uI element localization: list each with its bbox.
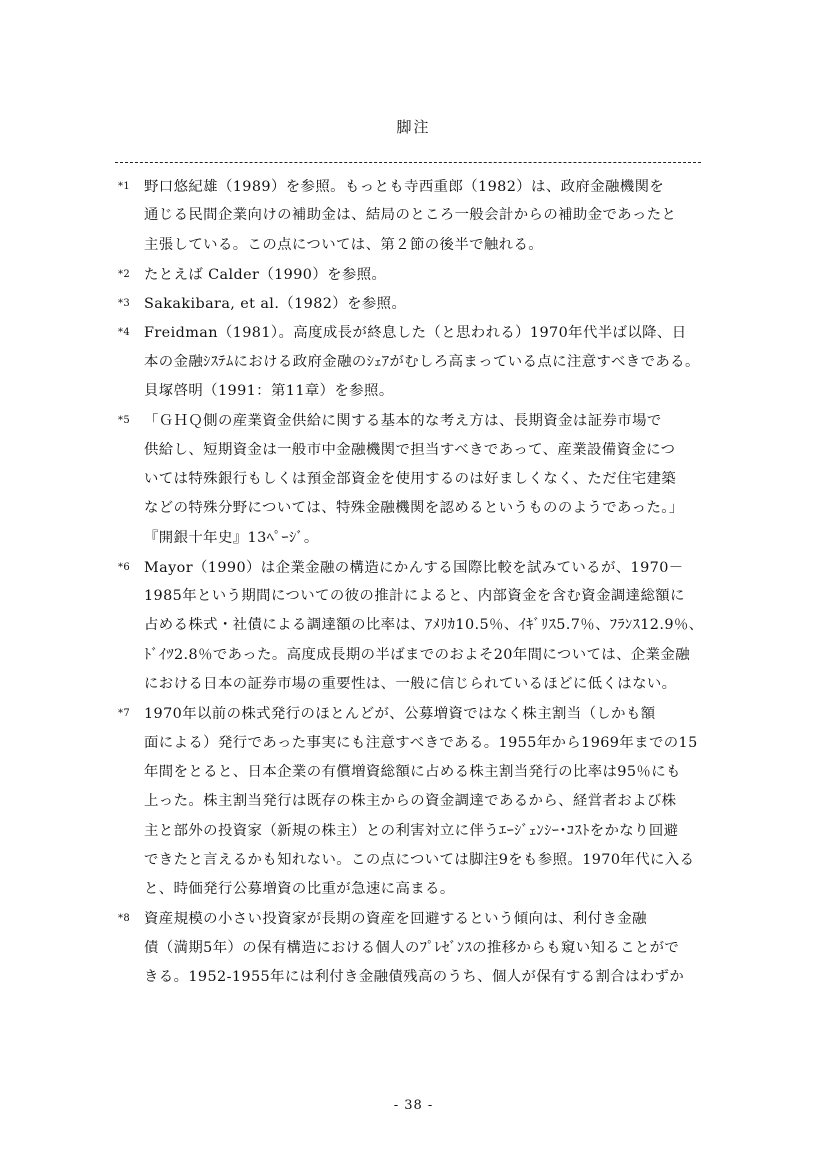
- footnote-line: [118, 377, 718, 406]
- footnote-text: Sakakibara, et al.（1982）を参照。: [144, 296, 407, 313]
- footnote-text: できたと言えるかも知れない。この点については脚注9をも参照。1970年代に入る: [144, 851, 695, 868]
- footnote-text: Freidman（1981）。高度成長が終息した（と思われる）1970年代半ば以降、日: [144, 325, 687, 342]
- footnote-text: 野口悠紀雄（1989）を参照。もっとも寺西重郎（1982）は、政府金融機関を: [144, 179, 665, 195]
- footnote-text: 「ＧＨＱ側の産業資金供給に関する基本的な考え方は、長期資金は証券市場で: [144, 413, 662, 430]
- footnote-marker: *6: [118, 561, 131, 573]
- footnote-marker: *2: [118, 268, 131, 280]
- footnote-text: 上った。株主割当発行は既存の株主からの資金調達であるから、経営者および株: [144, 793, 677, 810]
- footnote-text: などの特殊分野については、特殊金融機関を認めるというもののようであった。」: [144, 500, 684, 517]
- footnote-line: [118, 494, 718, 523]
- footnote-text: 通じる民間企業向けの補助金は、結局のところ一般会計からの補助金であったと: [144, 207, 677, 224]
- footnote-line: [118, 524, 718, 553]
- footnote-text: 年間をとると、日本企業の有償増資総額に占める株主割当発行の比率は95％にも: [144, 763, 681, 780]
- footnote-marker: *7: [118, 708, 131, 720]
- footnote-text: における日本の証券市場の重要性は、一般に信じられているほどに低くはない。: [144, 676, 677, 693]
- page-title: 脚注: [396, 118, 431, 136]
- footnote-text: 主と部外の投資家（新規の株主）との利害対立に伴うｴｰｼﾞｪﾝｼｰ･ｺｽﾄをかなり回避: [144, 822, 679, 839]
- footnote-text: きる。1952-1955年には利付き金融債残高のうち、個人が保有する割合はわずか: [144, 969, 685, 986]
- footnote-text: 占める株式・社債による調達額の比率は、ｱﾒﾘｶ10.5％、ｲｷﾞﾘｽ5.7％、ﾌﾗﾝｽ12.9％、: [144, 617, 704, 634]
- footnote-line: [118, 553, 718, 582]
- footnote-marker: *5: [118, 415, 131, 427]
- footnote-text: 債（満期5年）の保有構造における個人のﾌﾟﾚｾﾞﾝｽの推移からも窺い知ることがで: [144, 939, 680, 956]
- footnote-line: [118, 318, 718, 347]
- footnote-marker: *8: [118, 913, 131, 925]
- footnote-line: [118, 406, 718, 435]
- footnote-marker: *1: [118, 181, 131, 192]
- footnote-line: [118, 904, 718, 933]
- footnote-line: [118, 611, 718, 640]
- footnote-text: 主張している。この点については、第２節の後半で触れる。: [144, 236, 544, 253]
- footnote-line: [118, 787, 718, 816]
- footnote-line: [118, 670, 718, 699]
- footnote-text: Mayor（1990）は企業金融の構造にかんする国際比較を試みているが、1970－: [144, 559, 684, 576]
- footnote-line: [118, 758, 718, 787]
- footnote-separator-rule: [115, 162, 701, 163]
- footnote-line: [118, 817, 718, 846]
- footnote-line: [118, 641, 718, 670]
- footnote-line: [118, 260, 718, 289]
- footnote-text: 資産規模の小さい投資家が長期の資産を回避するという傾向は、利付き金融: [144, 911, 647, 928]
- footnote-text: 『開銀十年史』13ﾍﾟｰｼﾞ。: [144, 529, 319, 546]
- footnote-line: [118, 729, 718, 758]
- footnote-line: [118, 436, 718, 465]
- footnote-line: [118, 465, 718, 494]
- footnote-line: [118, 231, 718, 260]
- footnote-marker: *3: [118, 298, 131, 310]
- footnote-text: たとえば Calder（1990）を参照。: [144, 266, 387, 283]
- footnote-line: [118, 289, 718, 318]
- footnote-text: ﾄﾞｲﾂ2.8％であった。高度成長期の半ばまでのおよそ20年間については、企業金融: [144, 646, 691, 663]
- footnote-marker: *4: [118, 327, 131, 339]
- footnote-line: [118, 201, 718, 230]
- footnote-text: 貝塚啓明（1991：第11章）を参照。: [144, 383, 394, 400]
- footnote-list: [118, 172, 718, 992]
- footnote-line: [118, 699, 718, 728]
- footnote-text: 本の金融ｼｽﾃﾑにおける政府金融のｼｪｱがむしろ高まっている点に注意すべきである。: [144, 353, 700, 370]
- footnote-line: [118, 846, 718, 875]
- footnote-text: いては特殊銀行もしくは預金部資金を使用するのは好ましくなく、ただ住宅建築: [144, 470, 677, 487]
- footnote-text: 1985年という期間についての彼の推計によると、内部資金を含む資金調達総額に: [144, 588, 685, 605]
- footnote-line: [118, 934, 718, 963]
- footnote-line: [118, 172, 718, 201]
- footnote-line: [118, 348, 718, 377]
- footnote-line: [118, 963, 718, 992]
- page-number: - 38 -: [393, 1098, 434, 1113]
- footnote-text: 供給し、短期資金は一般市中金融機関で担当すべきであって、産業設備資金につ: [144, 441, 676, 458]
- footnote-line: [118, 875, 718, 904]
- footnote-line: [118, 582, 718, 611]
- footnote-text: と、時価発行公募増資の比重が急速に高まる。: [144, 881, 455, 898]
- footnote-text: 1970年以前の株式発行のほとんどが、公募増資ではなく株主割当（しかも額: [144, 706, 656, 723]
- footnote-text: 面による）発行であった事実にも注意すべきである。1955年から1969年までの15: [144, 734, 698, 751]
